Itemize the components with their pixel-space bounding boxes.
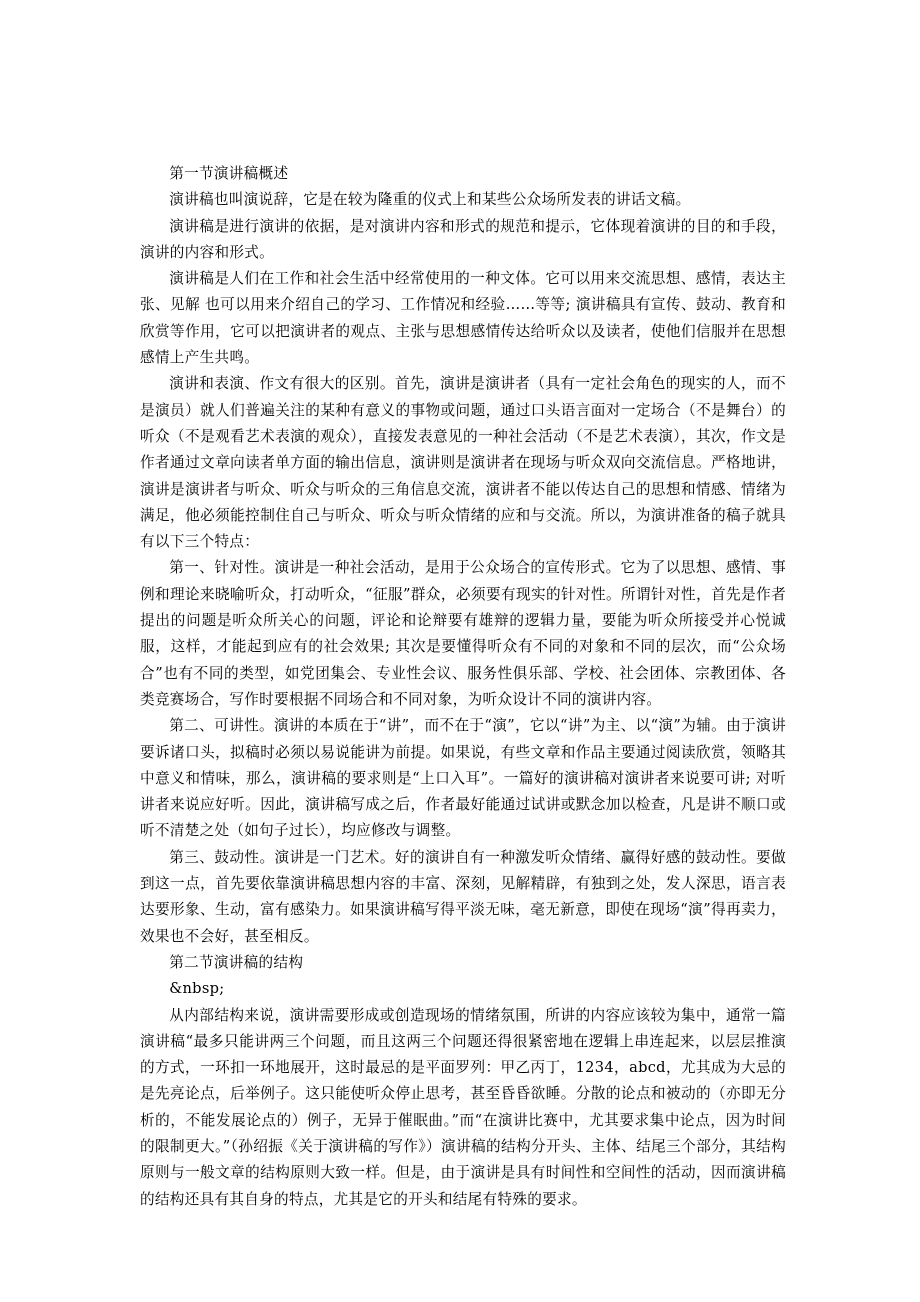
section-heading-2: 第二节演讲稿的结构 bbox=[169, 953, 304, 971]
paragraph-feature-2: 第二、可讲性。演讲的本质在于“讲”，而不在于“演”，它以“讲”为主、以“演”为辅。由于演讲要诉诸口头，拟稿时必须以易说能讲为前提。如果说，有些文章和作品主要通过阅读欣赏，领略其中意义和情味，那么，演讲稿的要求则是“上口入耳”。一篇好的演讲稿对演讲者来说要可讲; 对听讲者来说应好听。因此，演讲稿写成之后，作者最好能通过试讲或默念加以检查，凡是讲不顺口或听不清楚之处（如句子过长），均应修改与调整。 bbox=[140, 717, 786, 840]
paragraph-feature-3: 第三、鼓动性。演讲是一门艺术。好的演讲自有一种激发听众情绪、赢得好感的鼓动性。要做到这一点，首先要依靠演讲稿思想内容的丰富、深刻，见解精辟，有独到之处，发人深思，语言表达要形象、生动，富有感染力。如果演讲稿写得平淡无味，毫无新意，即使在现场“演”得再卖力，效果也不会好，甚至相反。 bbox=[140, 848, 786, 945]
document-body bbox=[140, 161, 786, 1213]
section-heading-1: 第一节演讲稿概述 bbox=[169, 165, 289, 182]
paragraph-difference: 演讲和表演、作文有很大的区别。首先，演讲是演讲者（具有一定社会角色的现实的人，而不是演员）就人们普遍关注的某种有意义的事物或问题，通过口头语言面对一定场合（不是舞台）的听众（不是观看艺术表演的观众），直接发表意见的一种社会活动（不是艺术表演），其次，作文是作者通过文章向读者单方面的输出信息，演讲则是演讲者在现场与听众双向交流信息。严格地讲，演讲是演讲者与听众、听众与听众的三角信息交流，演讲者不能以传达自己的思想和情感、情绪为满足，他必须能控制住自己与听众、听众与听众情绪的应和与交流。所以，为演讲准备的稿子就具有以下三个特点： bbox=[140, 375, 786, 551]
paragraph-feature-1: 第一、针对性。演讲是一种社会活动，是用于公众场合的宣传形式。它为了以思想、感情、事例和理论来晓喻听众，打动听众，“征服”群众，必须要有现实的针对性。所谓针对性，首先是作者提出的问题是听众所关心的问题，评论和论辩要有雄辩的逻辑力量，要能为听众所接受并心悦诚服，这样，才能起到应有的社会效果; 其次是要懂得听众有不同的对象和不同的层次，而“公众场合”也有不同的类型，如党团集会、专业性会议、服务性俱乐部、学校、社会团体、宗教团体、各类竞赛场合，写作时要根据不同场合和不同对象，为听众设计不同的演讲内容。 bbox=[140, 559, 786, 708]
paragraph-basis: 演讲稿是进行演讲的依据，是对演讲内容和形式的规范和提示，它体现着演讲的目的和手段，演讲的内容和形式。 bbox=[140, 217, 786, 261]
paragraph-definition: 演讲稿也叫演说辞，它是在较为隆重的仪式上和某些公众场所发表的讲话文稿。 bbox=[169, 191, 691, 209]
paragraph-nbsp: &nbsp; bbox=[169, 980, 225, 998]
paragraph-usage: 演讲稿是人们在工作和社会生活中经常使用的一种文体。它可以用来交流思想、感情，表达主张、见解 也可以用来介绍自己的学习、工作情况和经验……等等; 演讲稿具有宣传、鼓动、教育和欣赏等作用，它可以把演讲者的观点、主张与思想感情传达给听众以及读者，使他们信服并在思想感情上产生共鸣。 bbox=[140, 270, 786, 367]
paragraph-structure: 从内部结构来说，演讲需要形成或创造现场的情绪氛围，所讲的内容应该较为集中，通常一篇演讲稿“最多只能讲两三个问题，而且这两三个问题还得很紧密地在逻辑上串连起来，以层层推演的方式，一环扣一环地展开，这时最忌的是平面罗列：甲乙丙丁，1234，abcd，尤其成为大忌的是先亮论点，后举例子。这只能使听众停止思考，甚至昏昏欲睡。分散的论点和被动的（亦即无分析的，不能发展论点的）例子，无异于催眠曲。”而“在演讲比赛中，尤其要求集中论点，因为时间的限制更大。”（孙绍振《关于演讲稿的写作》）演讲稿的结构分开头、主体、结尾三个部分，其结构原则与一般文章的结构原则大致一样。但是，由于演讲是具有时间性和空间性的活动，因而演讲稿的结构还具有其自身的特点，尤其是它的开头和结尾有特殊的要求。 bbox=[140, 1006, 786, 1208]
